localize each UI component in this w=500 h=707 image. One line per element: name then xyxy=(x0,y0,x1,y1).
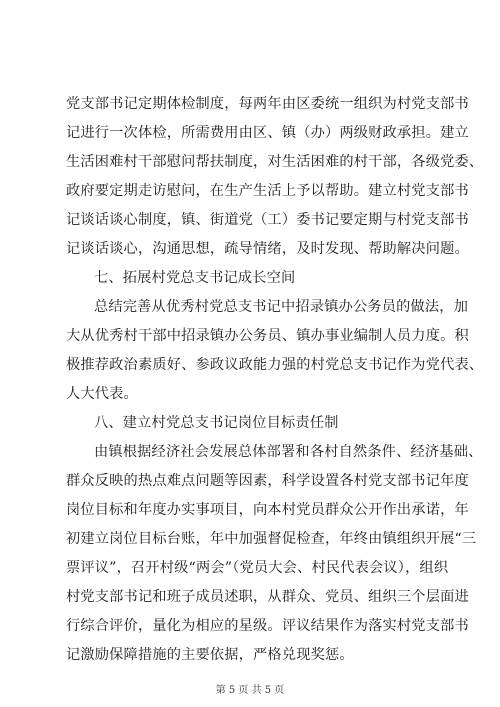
body-line: 极推荐政治素质好、参政议政能力强的村党总支书记作为党代表、 xyxy=(66,357,484,373)
body-line: 记激励保障措施的主要依据，严格兑现奖惩。 xyxy=(66,647,354,663)
body-line: 行综合评价，量化为相应的星级。评议结果作为落实村党支部书 xyxy=(66,618,469,634)
section-heading: 七、拓展村党总支书记成长空间 xyxy=(94,270,296,286)
body-line: 初建立岗位目标台账，年中加强督促检查，年终由镇组织开展“三 xyxy=(66,531,477,547)
body-line: 村党支部书记和班子成员述职，从群众、党员、组织三个层面进 xyxy=(66,589,469,605)
body-line: 记进行一次体检，所需费用由区、镇（办）两级财政承担。建立 xyxy=(66,125,469,141)
body-line: 大从优秀村干部中招录镇办公务员、镇办事业编制人员力度。积 xyxy=(66,328,469,344)
section-heading: 八、建立村党总支书记岗位目标责任制 xyxy=(94,415,339,431)
body-line: 生活困难村干部慰问帮扶制度，对生活困难的村干部，各级党委、 xyxy=(66,154,484,170)
body-line: 票评议”，召开村级“两会”（党员大会、村民代表会议），组织 xyxy=(66,560,449,576)
body-line: 总结完善从优秀村党总支书记中招录镇办公务员的做法，加 xyxy=(94,299,469,315)
body-line: 记谈话谈心，沟通思想，疏导情绪，及时发现、帮助解决问题。 xyxy=(66,241,469,257)
body-line: 由镇根据经济社会发展总体部署和各村自然条件、经济基础、 xyxy=(94,444,483,460)
body-line: 岗位目标和年度办实事项目，向本村党员群众公开作出承诺，年 xyxy=(66,502,469,518)
body-line: 政府要定期走访慰问，在生产生活上予以帮助。建立村党支部书 xyxy=(66,183,469,199)
body-line: 党支部书记定期体检制度，每两年由区委统一组织为村党支部书 xyxy=(66,96,469,112)
body-line: 记谈话谈心制度，镇、街道党（工）委书记要定期与村党支部书 xyxy=(66,212,469,228)
page-number-footer: 第 5 页 共 5 页 xyxy=(215,685,285,696)
body-line: 人大代表。 xyxy=(66,386,138,402)
body-line: 群众反映的热点难点问题等因素，科学设置各村党支部书记年度 xyxy=(66,473,469,489)
